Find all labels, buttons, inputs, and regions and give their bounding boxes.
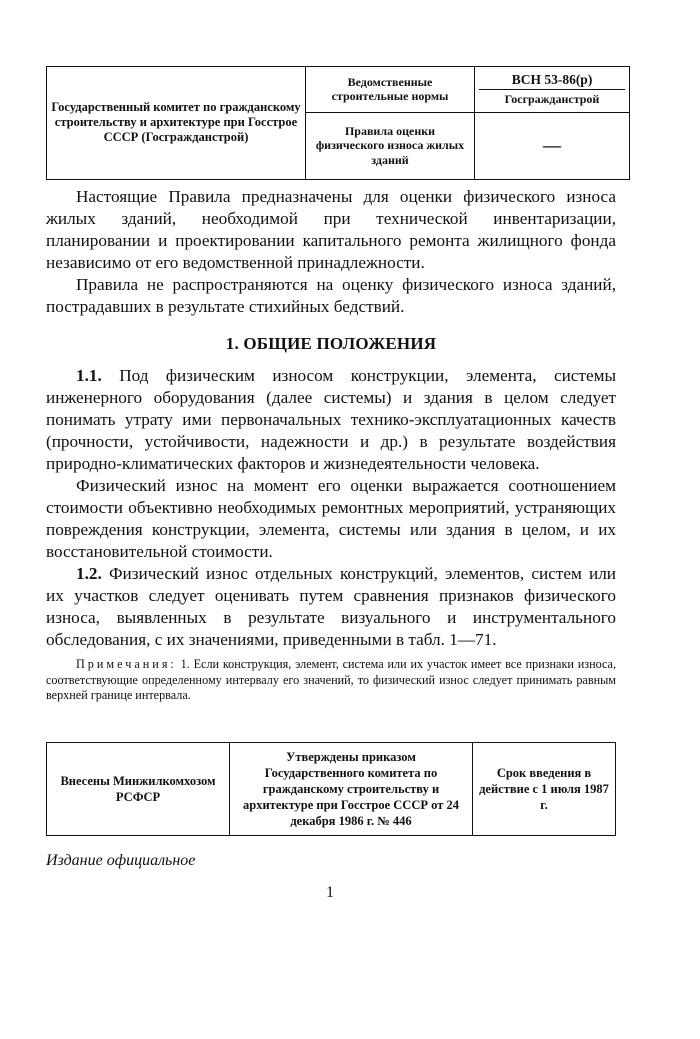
- replaces-cell: —: [475, 112, 630, 179]
- approved-cell: Утверждены приказом Государственного комитета по гражданскому строительству и архитектуре при Госстрое СССР от 24 декабря 1986 г. № 446: [230, 743, 473, 836]
- clause-1-1-text: Под физическим износом конструкции, элемента, системы инженерного оборудования (далее системы) и здания в целом следует понимать утрату ими первоначальных технико-эксплуатационных качеств (прочности, устойчивости, надежности и др.) в результате воздействия природно-климатических факторов и жизнедеятельности человека.: [46, 366, 616, 473]
- doc-code: ВСН 53-86(р): [479, 69, 625, 90]
- doc-authority: Госгражданстрой: [504, 92, 600, 107]
- intro-paragraph-1: Настоящие Правила предназначены для оценки физического износа жилых зданий, необходимой при технической инвентаризации, планировании и проектировании капитального ремонта жилищного фонда независимо от его ведомственной принадлежности.: [46, 187, 616, 272]
- organization-cell: Государственный комитет по гражданскому строительству и архитектуре при Госстрое СССР (Госгражданстрой): [47, 67, 306, 180]
- note-label: Примечания:: [76, 657, 177, 671]
- doc-title-cell: Правила оценки физического износа жилых зданий: [306, 112, 475, 179]
- page-number: 1: [326, 884, 334, 901]
- clause-1-1: [46, 365, 616, 475]
- section-title: 1. ОБЩИЕ ПОЛОЖЕНИЯ: [225, 334, 437, 353]
- clause-1-2-number: 1.2.: [76, 564, 102, 583]
- intro-paragraph-2: Правила не распространяются на оценку физического износа зданий, пострадавших в результате стихийных бедствий.: [46, 275, 616, 316]
- clause-1-2: [46, 563, 616, 651]
- note-text: 1. Если конструкция, элемент, система или их участок имеет все признаки износа, соответствующие определенному интервалу его значений, то физический износ следует принимать равным верхней границе интервала.: [46, 657, 617, 702]
- introduced-by-cell: Внесены Минжилкомхозом РСФСР: [47, 743, 230, 836]
- edition-label: Издание официальное: [46, 852, 196, 869]
- note: [46, 657, 616, 704]
- doc-type-cell: Ведомственные строительные нормы: [306, 67, 475, 113]
- header-table: [46, 66, 630, 180]
- code-cell: [475, 67, 630, 113]
- main-text: [46, 186, 616, 704]
- footer-table: [46, 742, 616, 836]
- effective-date-cell: Срок введения в действие с 1 июля 1987 г.: [473, 743, 616, 836]
- clause-1-1-paragraph-2: Физический износ на момент его оценки выражается соотношением стоимости объективно необходимых ремонтных мероприятий, устраняющих повреждения конструкции, элемента, системы или здания в целом, и их восстановительной стоимости.: [46, 476, 616, 561]
- clause-1-1-number: 1.1.: [76, 366, 102, 385]
- clause-1-2-text: Физический износ отдельных конструкций, элементов, систем или их участков следует оценивать путем сравнения признаков физического износа, выявленных в результате визуального и инструментального обследования, с их значениями, приведенными в табл. 1—71.: [46, 564, 616, 649]
